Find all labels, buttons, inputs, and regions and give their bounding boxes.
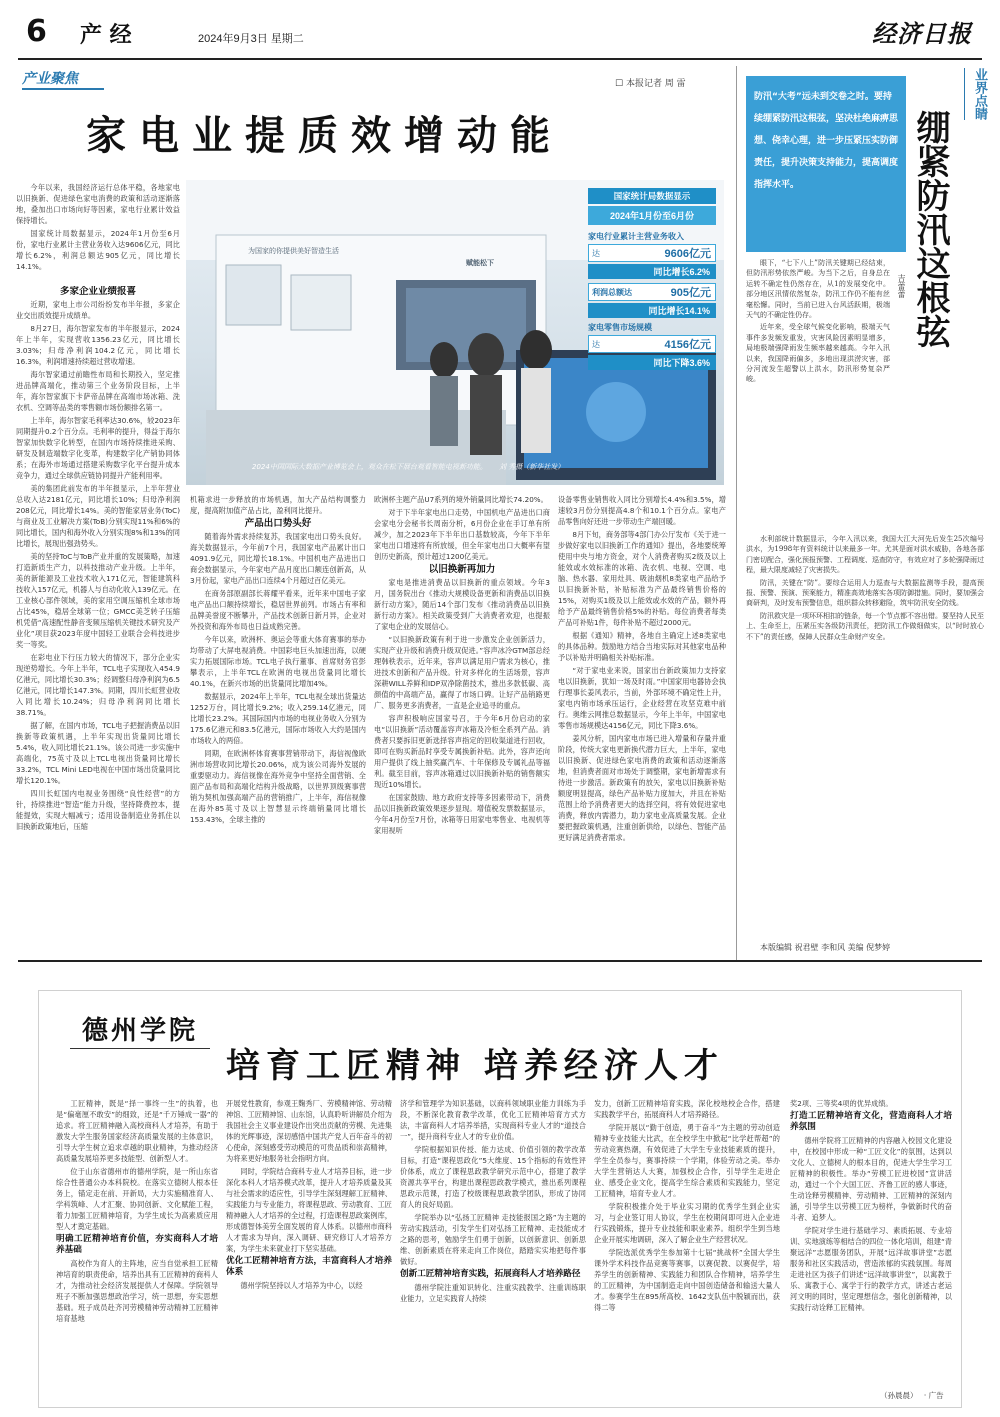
- infobox-row-label: 利润总额达: [592, 287, 632, 297]
- infobox-subtitle: 2024年1月份至6月份: [588, 206, 716, 225]
- ad-paragraph: 发力，创新工匠精神培育实践，深化校地校企合作，搭建实践教学平台，拓展商科人才培养路径。: [594, 1099, 780, 1119]
- photo-sign-1: 为国家的你提供美好智造生活: [248, 247, 339, 255]
- body-paragraph: 对于下半年家电出口走势，中国机电产品进出口商会家电分会秘书长周南分析，6月份企业在手订单有所减少，加之2023年下半年出口基数较高，今年下半年家电出口增速将有所放缓，但全年家电出口大概率有望创历史新高，预计超过1200亿美元。: [374, 508, 550, 561]
- lead-paragraph: 今年以来，我国经济运行总体平稳，各地家电以旧换新、促进绿色家电消费的政策和活动逐渐落地，叠加出口市场向好等因素，家电行业累计效益保持增长。: [16, 183, 180, 225]
- ad-paragraph: 高校作为育人的主阵地，应当自觉承担工匠精神培育的职责使命，培养出具有工匠精神的商科人才，为推动社会经济发展提供人才保障。学院领导班子不断加强思想政治学习，统一思想，夯实思想基础。班子成员赴齐河劳模精神劳动精神工匠精神培育基地: [56, 1259, 218, 1323]
- sidebar-paragraph: 水利部统计数据显示，今年入汛以来，我国大江大河先后发生25次编号洪水，为1998年有资料统计以来最多一年。尤其是面对洪水威胁，各地各部门密切配合，强化预报预警、工程调度、巡查防守，有效应对了多轮强降雨过程，最大限度减轻了灾害损失。: [746, 535, 984, 575]
- body-paragraph: 今年以来，欧洲杯、奥运会等重大体育赛事的举办均带动了大屏电视消费。中国彩电巨头加速出海，以硬实力拓展国际市场。TCL电子执行董事、首席财务官彭攀表示，上半年TCL在欧洲的电视出货量同比增长40.1%，在新兴市场的出货量同比增加4%。: [190, 635, 366, 688]
- infobox-growth: 同比增长14.1%: [588, 303, 716, 318]
- infobox-value-box: [588, 283, 716, 301]
- photo-credit: 刘 秀摄（新华社发）: [499, 463, 565, 471]
- body-paragraph: 上半年，海尔智家毛利率达30.6%，较2023年同期提升0.2个百分点。毛利率的提升，得益于海尔智家加快数字化转型，在国内市场持续推进采购、研发及制造端数字化变革，构建数字化产销协同体系；在海外市场通过搭建采购数字化平台提升成本竞争力，通过全球供应链协同提升产能利用率。: [16, 416, 180, 480]
- infobox-prefix: 达: [592, 248, 600, 258]
- ad-paragraph: 开展党性教育，参观王麴秀厂、劳模精神馆、劳动精神馆、工匠精神馆、山东馆，认真聆听讲解员介绍为我国社会主义事业建设作出突出贡献的劳模、先进集体的光辉事迹，深切感悟中国共产党人百年奋斗的初心使命，深刻感受劳动模范的可贵品质和崇高精神，为将来更好地服务社会指明方向。: [226, 1099, 392, 1163]
- infobox-row: [588, 322, 716, 370]
- byline: [615, 76, 686, 89]
- body-paragraph: 家电是推进消费品以旧换新的重点领域。今年3月，国务院出台《推动大规模设备更新和消费品以旧换新行动方案》，随后14个部门发布《推动消费品以旧换新行动方案》。相关政策受到广大消费者欢迎，也提振了家电企业的发展信心。: [374, 578, 550, 631]
- infobox-value: 905亿元: [670, 287, 711, 299]
- article-column-2: [190, 494, 366, 952]
- infobox-row: [588, 231, 716, 279]
- editor-credits: 本版编辑 祝君壁 李和风 美编 倪梦婷: [760, 943, 891, 952]
- infobox-value: 4156亿元: [664, 339, 711, 351]
- section-rule: [18, 960, 982, 962]
- sidebar-paragraph: 防汛，关键在“防”。要综合运用人力巡查与大数据监测等手段，提高预报、预警、预演、预案能力，精准高效地落实各项防御措施。同时，要加强会商研判，及时发布预警信息，组织群众转移避险，筑牢防汛安全防线。: [746, 578, 984, 608]
- infobox-row: [588, 283, 716, 318]
- ad-headline: 培育工匠精神 培养经济人才: [226, 1046, 724, 1086]
- ad-paragraph: 学院积极推介处于毕业实习期的优秀学生到企业实习，与企业签订用人协议，学生在校期间即可进入企业进行实践锻炼，提升专业技能和职业素养。组织学生到当地企业开展实地调研，深入了解企业生产经营状况。: [594, 1202, 780, 1244]
- body-paragraph: 根据《通知》精神，各地自主确定上述8类家电的具体品种。鼓励地方结合当地实际对其他家电品种予以补贴并明确相关补贴标准。: [558, 631, 726, 662]
- ad-paragraph: 学院对学生进行基础学习、素质拓展、专业培训、实地演练等相结合的四位一体化培训，组建“青聚远洋”志愿服务团队，开展“远洋故事讲堂”志愿服务和社区实践活动，营造浓郁的实践氛围。每周走进社区为孩子们讲述“远洋故事讲堂”，以寓教于乐、寓教于心、寓学于行的教学方式，讲述古老运河文明的同时，坚定理想信念，强化创新精神，以实践行动诠释工匠精神。: [790, 1226, 952, 1312]
- column-divider: [736, 66, 737, 962]
- article-column-3: [374, 494, 550, 952]
- ad-paragraph: 德州学院坚持以人才培养为中心，以经: [240, 1281, 363, 1290]
- body-paragraph: “对于家电业来说，国家出台新政策加力支持家电以旧换新，犹如一场及时雨。”中国家用电器协会执行理事长姜风表示，当前，外部环境不确定性上升，家电内销市场承压运行，企业经营在攻坚克难中前行。奥维云网推总数据显示，今年上半年，中国家电零售市场规模达4156亿元，同比下降3.6%。: [558, 666, 726, 730]
- body-paragraph: 8月27日，海尔智家发布的半年报显示，2024年上半年，实现营收1356.23亿元，同比增长3.03%；归母净利润104.2亿元，同比增长16.3%，利润增速持续超过营收增速。: [16, 324, 180, 366]
- header-rule: [18, 58, 982, 60]
- ad-paragraph: 奖2项、三等奖4项的优异成绩。: [790, 1099, 893, 1108]
- body-paragraph: 海尔智家通过前瞻性布局和长期投入，坚定推进品牌高端化，推动第三个业务阶段目标，上半年，海尔智家旗下卡萨帝品牌在高端市场冰箱、洗衣机、空调等品类的零售额市场份额排名第一。: [16, 370, 180, 412]
- booth-panel: [291, 275, 351, 330]
- infobox-value: 9606亿元: [664, 248, 711, 260]
- ad-column-1: [56, 1098, 218, 1398]
- ad-paragraph: 学院选派优秀学生参加第十七届“挑战杯”全国大学生课外学术科技作品竞赛等赛事，以赛促教、以赛促学，培养学生的创新精神、实践能力和团队合作精神，培养学生的工匠精神，为中国制造走向中国创造储备和输送大量人才。参赛学生在895所高校、1642支队伍中脱颖而出，获得二等: [594, 1248, 780, 1312]
- ad-subheading-1: 明确工匠精神培育价值，夯实商科人才培养基础: [56, 1234, 218, 1255]
- body-paragraph: 8月下旬，商务部等4部门办公厅发布《关于进一步做好家电以旧换新工作的通知》提出，各地要统筹使用中央与地方资金，对个人消费者购买2级及以上能效或水效标准的冰箱、洗衣机、电视、空调、电脑、热水器、家用灶具、吸油烟机8类家电产品给予以旧换新补贴，补贴标准为产品最终销售价格的15%，对购买1级及以上能效或水效的产品，额外再给予产品最终销售价格5%的补贴。每位消费者每类产品可补贴1件，每件补贴不超过2000元。: [558, 530, 726, 627]
- sidebar-author: 吉蕾蕾: [897, 274, 906, 298]
- sidebar-body-lower: [746, 534, 984, 926]
- body-paragraph: 容声积极响应国家号召，于今年6月份启动的家电“以旧换新”活动覆盖容声冰箱及冷柜全系列产品。消费者只要拆旧更新选择容声指定的回收渠道进行回收，即可在购买新品时享受专属换新补贴。此外，容声还向用户提供了线上抽奖赢汽车、十年保修及专属礼品等福利。截至目前，容声冰箱通过以旧换新补贴的销售额实现近10%增长。: [374, 714, 550, 789]
- body-paragraph: 美的坚持ToC与ToB产业并重的发展策略，加速打造新质生产力，以科技推动产业升级。上半年，美的新能源及工业技术收入171亿元，智能建筑科技收入157亿元，机器人与自动化收入139亿元。在工业核心部件领域，美的家用空调压缩机全球市场占比45%，稳居全球第一位；GMCC美芝转子压缩机凭借“高速配性静音变频压缩机关键技术研究及产业化”项目获2023年度中国轻工业联合会科技进步奖一等奖。: [16, 552, 180, 649]
- ad-paragraph: 同时，学院结合商科专业人才培养目标，进一步深化本科人才培养模式改革，提升人才培养质量及其与社会需求的适应性，引导学生深刻理解工匠精神、实践能力与专业能力，将课程思政、劳动教育、工匠精神融入人才培养的全过程，打造课程思政案例库，形成德智体美劳全面发展的育人体系。以德州市商科人才需求为导向，深入调研、研究修订人才培养方案，为学生未来就业打下坚实基础。: [226, 1167, 392, 1253]
- sidebar-body: [746, 258, 890, 532]
- visitor-figure: [430, 376, 458, 446]
- body-paragraph: 在彩电业下行压力较大的情况下，部分企业实现逆势增长。今年上半年，TCL电子实现收入454.9亿港元，同比增长30.3%；经调整归母净利润为6.5亿港元，同比增长147.3%。同期，四川长虹营业收入同比增长10.24%；归母净利润同比增长38.71%。: [16, 653, 180, 717]
- ad-paragraph: 学院根据知识传授、能力达成、价值引领的教学改革目标，打造“课程思政化”5大维度、15个指标的有效性评价体系，成立了课程思政教学研究示范中心，搭建了教学资源共享平台，构建出课程思政教学模式，推出系列课程思政示范课，打造了校级课程思政教学团队，形成了协同育人的良好局面。: [400, 1145, 586, 1209]
- infobox-title: 国家统计局数据显示: [588, 188, 716, 204]
- masthead-logo: 经济日报: [872, 19, 972, 48]
- byline-text: 本报记者 周 雷: [625, 79, 686, 89]
- subheading-1: 多家企业业绩报喜: [59, 286, 136, 297]
- visitor-figure: [521, 368, 551, 453]
- infobox-value-box: [588, 335, 716, 353]
- ad-subheading-3: 创新工匠精神培育实践，拓展商科人才培养路径: [400, 1269, 581, 1279]
- sidebar-paragraph: 眼下，“七下八上”防汛关键期已经结束，但防汛形势依然严峻。为当下之后，自身总在运转不确定性仍然存在，从1的发展变化中。部分地区汛情依然复杂，防汛工作仍不能有丝毫松懈。同时，当前已进入台风活跃期，极端天气的不确定性仍存。: [746, 259, 890, 320]
- visitor-figure: [520, 330, 552, 370]
- sidebar-quote: 防汛“大考”远未到交卷之时。要持续绷紧防汛这根弦，坚决杜绝麻痹思想、侥幸心理，进一步压紧压实防御责任，提升决策支持能力，提高调度指挥水平。: [754, 92, 899, 190]
- ad-column-5: [790, 1098, 952, 1390]
- visitor-figure: [468, 333, 504, 377]
- section-title: 产 经: [80, 22, 132, 48]
- infobox-growth: 同比下降3.6%: [588, 355, 716, 370]
- booth-panel: [226, 265, 281, 325]
- article-column-1: [16, 286, 180, 952]
- subheading-3: 以旧换新再加力: [428, 564, 496, 575]
- ad-paragraph: 工匠精神，既是“择一事终一生”的执着，也是“偏毫厘不敢安”的细致，还是“千万锤成一器”的追求。将工匠精神融入高校商科人才培养，有助于激发大学生服务国家经济高质量发展的主体意识，引导大学生树立追求卓越的职业精神，为推动经济高质量发展培养更多技能型、创新型人才。: [56, 1099, 218, 1163]
- ad-institution-rule: [70, 1048, 210, 1049]
- infobox-prefix: 达: [592, 339, 600, 349]
- sidebar-paragraph: 防汛救灾是一项环环相扣的链条，每一个节点都不容出错。要坚持人民至上、生命至上，压紧压实各级防汛责任，把防汛工作做细做实，以“时时放心不下”的责任感，保障人民群众生命财产安全。: [746, 611, 984, 641]
- photo-caption: [252, 462, 692, 472]
- body-paragraph: 在商务部原副部长蒋耀平看来，近年来中国电子家电产品出口额持续增长，稳居世界前列。市场占有率和品牌美誉度不断攀升，产品技术创新日新月异，企业对外投资和海外布局也日益成熟完善。: [190, 589, 366, 631]
- ad-author: （孙晨晨）: [880, 1391, 918, 1400]
- ad-paragraph: 济学和管理学为知识基础，以商科领域职业能力训练为手段，不断深化教育教学改革，优化工匠精神培育方式方法，丰富商科人才培养举措，实现商科专业人才的“道技合一”，提升商科专业人才的专业价值。: [400, 1099, 586, 1141]
- lead-paragraph-2: 国家统计局数据显示，2024年1月份至6月份，家电行业累计主营业务收入达9606亿元，同比增长6.2%，利润总额达905亿元，同比增长14.1%。: [16, 229, 180, 271]
- byline-box-icon: ☐: [615, 79, 626, 89]
- ad-signature: [880, 1390, 944, 1401]
- ad-mark: · 广告: [923, 1391, 944, 1400]
- tv-screen-content: [406, 288, 526, 362]
- body-paragraph: 同期，在欧洲杯体育赛事营销带动下，海信视像欧洲市场营收同比增长20.06%，成为该公司海外发展的重要驱动力。海信视像在海外竞争中坚持全面营销、全面产品布局和高端化结构升级战略，以世界顶级赛事营销为契机加强高端产品的营销推广，上半年，海信视像在海外85英寸及以上智慧显示终端销量同比增长153.43%，全球主推的: [190, 749, 366, 824]
- ad-paragraph: 学院开展以“勤于创造，勇于奋斗”为主题的劳动创造精神专业技能大比武，在全校学生中掀起“比学赶帮超”的劳动竞赛热潮，有效促进了大学生专业技能素质的提升，学生全员参与，赛事持续一个学期，体验劳动之美。举办大学生营销达人大赛，加强校企合作，引导学生走进企业、感受企业文化，提高学生综合素质和实践能力，坚定工匠精神，培育专业人才。: [594, 1123, 780, 1198]
- display-table: [206, 410, 506, 485]
- ad-paragraph: 学院举办以“弘扬工匠精神 走技能报国之路”为主题的劳动实践活动，引发学生们对弘扬工匠精神、走技能成才之路的思考，勉励学生们勇于创新，以创新意识、创新思维、创新素质在将来走向工作岗位，踏踏实实地把每件事做好。: [400, 1213, 586, 1266]
- ad-subheading-2: 优化工匠精神培育方法，丰富商科人才培养体系: [226, 1256, 392, 1277]
- subheading-2: 产品出口势头好: [244, 518, 312, 529]
- issue-date: 2024年9月3日 星期二: [198, 33, 304, 45]
- body-paragraph: “以旧换新政策有利于进一步激发企业创新活力，实现产业升级和消费升级双促进。”容声冰冷GTM部总经理韩秩表示，近年来，容声以满足用户需求为核心，推进技术创新和产品升级。针对多样化的生活场景，容声深耕WILL养鲜和IDP双净除菌技术，推出多款低碳、高颜值的中高端产品，赢得了市场口碑。让好产品销路更广、服务更多消费者，一直是企业追寻的重点。: [374, 635, 550, 710]
- tv-screen-highlight: [586, 382, 646, 442]
- ad-paragraph: 位于山东省德州市的德州学院，是一所山东省综合性普通公办本科院校。在落实立德树人根本任务上，锚定走在前、开新局，大力实施精准育人、学科筑峰、人才汇聚、协同创新、文化赋能工程，着力加强工匠精神培育，为学生成长为高素质应用型人才奠定基础。: [56, 1167, 218, 1231]
- sidebar-quote-box: [746, 76, 906, 252]
- body-paragraph: 姜风分析，国内家电市场已进入增量和存量并重阶段，传统大家电更新换代潜力巨大，上半年，家电以旧换新、促进绿色家电消费的政策和活动逐渐落地，但消费者面对市场处于调整期，家电新增需求有待进一步激活。新政策有的放矢，家电以旧换新补贴额度明显提高，绿色产品补贴力度加大，并且在补贴范围上给予消费者更大的选择空间，将有效促进家电消费，释放内需潜力，助力家电业高质量发展。企业要把握政策机遇，注重创新供给，以绿色、智能产品更好满足消费者需求。: [558, 734, 726, 842]
- visitor-figure: [430, 342, 458, 378]
- ad-column-4: [594, 1098, 780, 1398]
- body-paragraph: 美的集团此前发布的半年报显示，上半年营业总收入达2181亿元，同比增长10%；归母净利润208亿元，同比增长14%。美的智能家居业务(ToC)与商业及工业解决方案(ToB)分别实现11%和6%的同比增长，国内和海外收入分别实现8%和13%的同比增长，展现出强劲势头。: [16, 484, 180, 548]
- body-paragraph: 欧洲杯主题产品U7系列的境外销量同比增长74.20%。: [374, 495, 548, 504]
- infobox-value-box: [588, 244, 716, 262]
- body-paragraph: 机箱求进一步释放的市场机遇，加大产品结构调整力度，提高附加值产品占比，盈利同比提升。: [190, 495, 366, 515]
- ad-column-3: [400, 1098, 586, 1398]
- infobox-row-label: 家电行业累计主营业务收入: [588, 232, 684, 241]
- ad-subheading-4: 打造工匠精神培育文化，营造商科人才培养氛围: [790, 1111, 952, 1132]
- stats-infobox: [588, 188, 716, 388]
- body-paragraph: 在国家鼓励、地方政府支持等多因素带动下，消费品以旧换新政策效果逐步显现。增值税发票数据显示，今年4月份至7月份，冰箱等日用家电零售业、电视机等家用视听: [374, 793, 550, 835]
- sidebar-tag: 业界点睛: [964, 68, 987, 120]
- body-paragraph: 设备零售业销售收入同比分别增长4.4%和3.5%，增速较3月份分别提高4.8个和10.1个百分点。家电产品零售向好还进一步带动生产端回暖。: [558, 495, 726, 526]
- photo-caption-text: 2024中国国际大数据产业博览会上，观众在松下展台观看智能电视新功能。: [252, 463, 487, 471]
- page-header: [18, 8, 982, 58]
- body-paragraph: 据了解，在国内市场，TCL电子把握消费品以旧换新等政策机遇，上半年实现出货量同比增长5.4%，收入同比增长21.1%。该公司进一步实施中高端化，75英寸及以上TCL电视出货量同比增长33.2%，TCL Mini LED电视在中国市场出货量同比增长120.1%。: [16, 721, 180, 785]
- visitor-figure: [470, 375, 502, 455]
- ad-paragraph: 德州学院将工匠精神的内容融入校园文化建设中，在校园中形成一种“工匠文化”的氛围，达到以文化人、立德树人的根本目的，促进大学生学习工匠精神的积极性。举办“劳模工匠进校园”宣讲活动，通过一个个大国工匠、齐鲁工匠的感人事迹，生动诠释劳模精神、劳动精神、工匠精神的深刻内涵，引导学生以劳模工匠为榜样，争做新时代的奋斗者、追梦人。: [790, 1136, 952, 1222]
- page-number: 6: [26, 14, 47, 49]
- body-paragraph: 近期，家电上市公司纷纷发布半年报，多家企业交出质效提升成绩单。: [16, 300, 180, 320]
- main-headline: 家电业提质效增动能: [86, 113, 563, 159]
- column-tag-label: 产业聚焦: [22, 71, 78, 87]
- sidebar-paragraph: 近年来，受全球气候变化影响，极端天气事件多发频发重发，灾害风险因素明显增多，局地极端强降雨发生频率越来越高。今年入汛以来，我国降雨偏多，多地出现洪涝灾害，部分河流发生超警以上洪水，防汛形势复杂严峻。: [746, 323, 890, 384]
- column-tag: [22, 68, 104, 90]
- ad-paragraph: 德州学院注重知识转化、注重实践教学、注重训练职业能力，立足实践育人持续: [400, 1283, 586, 1303]
- infobox-growth: 同比增长6.2%: [588, 264, 716, 279]
- article-column-4: [558, 494, 726, 952]
- sidebar-title: 绷紧防汛这根弦: [910, 110, 950, 348]
- infobox-row-label: 家电零售市场规模: [588, 323, 652, 332]
- body-paragraph: 四川长虹国内电视业务围绕“良性经营”的方针，持续推进“智造”能力升级，坚持降费控本，提能提效，实现大幅减亏；适用设备制造业务抓住以旧换新政策地后，压缩: [16, 789, 180, 831]
- photo-sign-2: 赋能松下: [466, 259, 494, 267]
- body-paragraph: 随着海外需求持续复苏，我国家电出口势头良好。海关数据显示，今年前7个月，我国家电产品累计出口4091.9亿元，同比增长18.1%。中国机电产品进出口商会数据显示，今年家电产品月度出口额连创新高，从3月份起，家电产品出口连续4个月超过百亿美元。: [190, 532, 366, 585]
- body-paragraph: 数据显示，2024年上半年，TCL电视全球出货量达1252万台，同比增长9.2%；收入259.14亿港元，同比增长23.2%。其国际国内市场的电视业务收入分别为175.6亿港元和83.5亿港元，国际市场收入大约是国内市场收入的两倍。: [190, 692, 366, 745]
- ad-column-2: [226, 1098, 392, 1398]
- ad-institution: 德州学院: [82, 1016, 199, 1046]
- article-lead: [16, 182, 180, 278]
